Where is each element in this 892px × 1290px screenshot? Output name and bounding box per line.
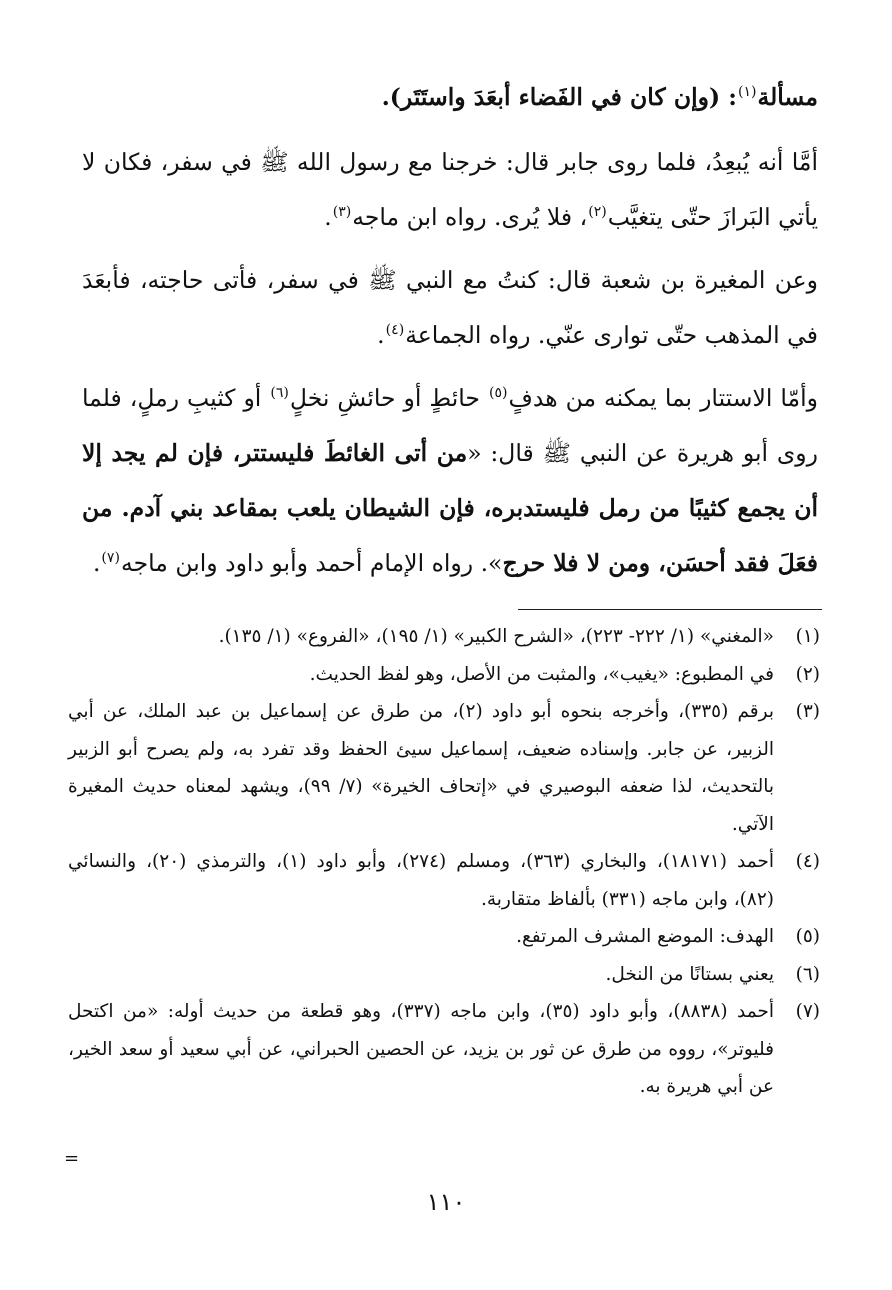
- footnote-3: [68, 693, 820, 843]
- footnote-number: (٣): [795, 701, 820, 722]
- footnote-7: [68, 993, 820, 1106]
- footnote-1: [68, 618, 820, 656]
- footnote-number: (٢): [795, 663, 820, 685]
- footnote-ref-7[interactable]: (٧): [101, 550, 120, 567]
- footnote-separator: [518, 609, 822, 610]
- footnote-number: (٥): [795, 926, 820, 947]
- footnote-text: يعني بستانًا من النخل.: [605, 963, 774, 985]
- footnote-6: [68, 956, 820, 994]
- paragraph-mughira: وعن المغيرة بن شعبة قال: كنتُ مع النبي ﷺ في سفر، فأتى حاجته، فأبعَدَ في المذهب حتّى توارى عنّي. رواه الجماعة$^{(٤)}$.: [82, 266, 818, 349]
- footnote-text: أحمد (٨٨٣٨)، وأبو داود (٣٥)، وابن ماجه (٣٣٧)، وهو قطعة من حديث أوله: «من اكتحل فليوتر»، رووه من طرق عن ثور بن يزيد، عن الحصين الحبراني، عن أبي سعيد أو سعد الخير، عن أبي هريرة به.: [68, 1001, 774, 1097]
- continuation-mark: =: [64, 1148, 80, 1169]
- footnote-5: [68, 918, 820, 956]
- footnote-ref-3[interactable]: (٣): [332, 204, 352, 221]
- footnote-ref-1[interactable]: (١): [737, 84, 757, 101]
- footnote-text: أحمد (١٨١٧١)، والبخاري (٣٦٣)، ومسلم (٢٧٤)، وأبو داود (١)، والترمذي (٢٠)، والنسائي (٨٢)، وابن ماجه (٣٣١) بألفاظ متقاربة.: [68, 851, 774, 910]
- paragraph-jabir: أمَّا أنه يُبعِدُ، فلما روى جابر قال: خرجنا مع رسول الله ﷺ في سفر، فكان لا يأتي البَرازَ حتّى يتغيَّب$^{(٢)}$، فلا يُرى. رواه ابن ماجه$^{(٣)}$.: [82, 148, 818, 231]
- issue-statement: : (وإن كان في الفَضاء أبعَدَ واستَتَر).: [381, 83, 737, 111]
- footnote-number: (١): [795, 626, 820, 647]
- issue-label: مسألة: [757, 83, 818, 111]
- footnote-text: في المطبوع: «يغيب»، والمثبت من الأصل، وهو لفظ الحديث.: [309, 663, 774, 685]
- footnote-text: برقم (٣٣٥)، وأخرجه بنحوه أبو داود (٢)، من طرق عن إسماعيل بن عبد الملك، عن أبي الزبير، عن جابر. وإسناده ضعيف، إسماعيل سيئ الحفظ وقد تفرد به، ولم يصرح أبو الزبير بالتحديث، لذا ضعفه البوصيري في «إتحاف الخيرة» (٧/ ٩٩)، ويشهد لمعناه حديث المغيرة الآتي.: [68, 701, 775, 835]
- footnote-ref-5[interactable]: (٥): [488, 385, 508, 402]
- main-text: [82, 70, 818, 599]
- footnote-ref-2[interactable]: (٢): [588, 204, 607, 221]
- paragraph-istitar: وأمّا الاستتار بما يمكنه من هدفٍ$^{(٥)}$ حائطٍ أو حائشِ نخلٍ$^{(٦)}$ أو كثيبِ رملٍ، فلما روى أبو هريرة عن النبي ﷺ قال: «من أتى الغائطَ فليستتر، فإن لم يجد إلا أن يجمع كثيبًا من رمل فليستدبره، فإن الشيطان يلعب بمقاعد بني آدم. من فعَلَ فقد أحسَن، ومن لا فلا حرج». رواه الإمام أحمد وأبو داود وابن ماجه$^{(٧)}$.: [82, 384, 818, 577]
- hadith-text: من أتى الغائطَ فليستتر، فإن لم يجد إلا أن يجمع كثيبًا من رمل فليستدبره، فإن الشيطان يلعب بمقاعد بني آدم. من فعَلَ فقد أحسَن، ومن لا فلا حرج: [82, 439, 818, 577]
- page-number: ١١٠: [426, 1188, 466, 1216]
- footnote-text: الهدف: الموضع المشرف المرتفع.: [516, 926, 774, 947]
- issue-heading: [82, 70, 818, 125]
- footnote-ref-4[interactable]: (٤): [385, 322, 405, 339]
- footnote-4: [68, 843, 820, 918]
- footnote-number: (٤): [795, 851, 820, 872]
- footnote-number: (٦): [795, 963, 820, 985]
- footnote-text: «المغني» (١/ ٢٢٢- ٢٢٣)، «الشرح الكبير» (١/ ١٩٥)، «الفروع» (١/ ١٣٥).: [218, 626, 774, 647]
- footnote-number: (٧): [795, 1001, 820, 1022]
- footnote-2: [68, 656, 820, 694]
- footnote-ref-6[interactable]: (٦): [270, 385, 289, 402]
- footnotes: [68, 618, 820, 1106]
